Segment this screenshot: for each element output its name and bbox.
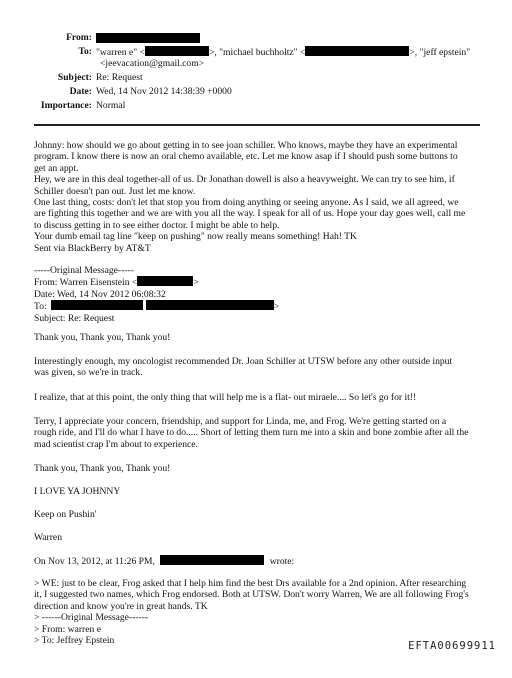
- to-line2: <jeevacation@gmail.com>: [100, 58, 205, 69]
- original-subject: Subject: Re: Request: [34, 312, 115, 324]
- reply-line: Sent via BlackBerry by AT&T: [34, 242, 151, 254]
- reply-line: to discuss getting in to see either doctor. I might be able to help.: [34, 219, 280, 231]
- reply-line: get an appt.: [34, 162, 79, 174]
- to-label: To:: [78, 46, 92, 57]
- terry-paragraph: Terry, I appreciate your concern, friendship, and support for Linda, me, and Frog. We're getting started on a rough ride, and I'll do what I have to do..... Short of letting them turn me into a skin and bone zombie after all the mad scientist crap I'm about to experience.: [34, 416, 469, 450]
- to-part3: >, "jeff epstein": [409, 47, 471, 58]
- oncologist-paragraph: Interestingly enough, my oncologist recommended Dr. Joan Schiller at UTSW before any other outside input was given, so we're in track.: [34, 356, 453, 379]
- original-date: Date: Wed, 14 Nov 2012 06:08:32: [34, 288, 166, 300]
- original-message-header: [34, 265, 482, 324]
- redacted-original-to-2: [146, 300, 274, 310]
- date-label: Date:: [69, 86, 92, 97]
- reply-line: program. I know there is now an oral chemo available, etc. Let me know asap if I should push some buttons to: [34, 151, 458, 163]
- redacted-from: [96, 33, 200, 43]
- redacted-original-to-1: [51, 300, 143, 310]
- redacted-to-1: [145, 46, 209, 56]
- reply-line: One last thing, costs: don't let that stop you from doing anything or seeing anyone. As I said, we all agreed, we: [34, 197, 459, 209]
- to-recipients: [96, 46, 470, 58]
- to-part1: "warren e" <: [96, 47, 145, 58]
- quoted-intro: On Nov 13, 2012, at 11:26 PM, wrote:: [34, 556, 295, 567]
- redacted-original-from: [137, 276, 193, 286]
- original-separator: -----Original Message-----: [34, 265, 134, 276]
- subject-value: Re: Request: [96, 72, 143, 83]
- importance-label: Importance:: [40, 100, 92, 111]
- signature-warren: Warren: [34, 532, 62, 543]
- subject-label: Subject:: [57, 72, 92, 83]
- importance-value: Normal: [96, 100, 126, 111]
- miracle-line: I realize, that at this point, the only thing that will help me is a flat- out miraele.... So let's go for it!!: [34, 392, 417, 403]
- reply-line: Johnny: how should we go about getting in to see joan schiller. Who knows, maybe they have an experimental: [34, 140, 458, 151]
- keep-pushin-line: Keep on Pushin': [34, 509, 97, 520]
- reply-message: [34, 140, 482, 254]
- to-part2: >, "michael buchholtz" <: [208, 47, 306, 58]
- redacted-to-2: [305, 46, 409, 56]
- document-id-stamp: EFTA00699911: [408, 640, 496, 652]
- thanks-line-1: Thank you, Thank you, Thank you!: [34, 332, 171, 343]
- original-to: To: >: [34, 301, 280, 313]
- quoted-message: > WE: just to be clear, Frog asked that I help him find the best Drs available for a 2nd opinion. After researching it, I suggested two names, which Frog endorsed. Both at UTSW. Don't worry Warren, We are all following Frog's direction and know you're in great hands. TK > ------Original Message------ > From: warren e > To: Jeffrey Epstein: [34, 578, 469, 647]
- date-value: Wed, 14 Nov 2012 14:38:39 +0000: [96, 86, 232, 97]
- reply-line: Schiller doesn't pan out. Just let me know.: [34, 185, 196, 197]
- from-label: From:: [66, 32, 92, 43]
- reply-line: Hey, we are in this deal together-all of us. Dr Jonathan dowell is also a heavyweight. We can try to see him, if: [34, 174, 455, 186]
- original-from: From: Warren Eisenstein < >: [34, 277, 199, 289]
- reply-line: Your dumb email tag line "keep on pushing" now really means something! Hah! TK: [34, 231, 357, 243]
- redacted-quoted-sender: [160, 555, 264, 565]
- thanks-line-2: Thank you, Thank you, Thank you!: [34, 463, 171, 474]
- reply-line: are fighting this together and we are with you all the way. I speak for all of us. Hope your day goes well, call me: [34, 208, 466, 220]
- header-divider: [34, 124, 480, 126]
- love-line: I LOVE YA JOHNNY: [34, 486, 121, 497]
